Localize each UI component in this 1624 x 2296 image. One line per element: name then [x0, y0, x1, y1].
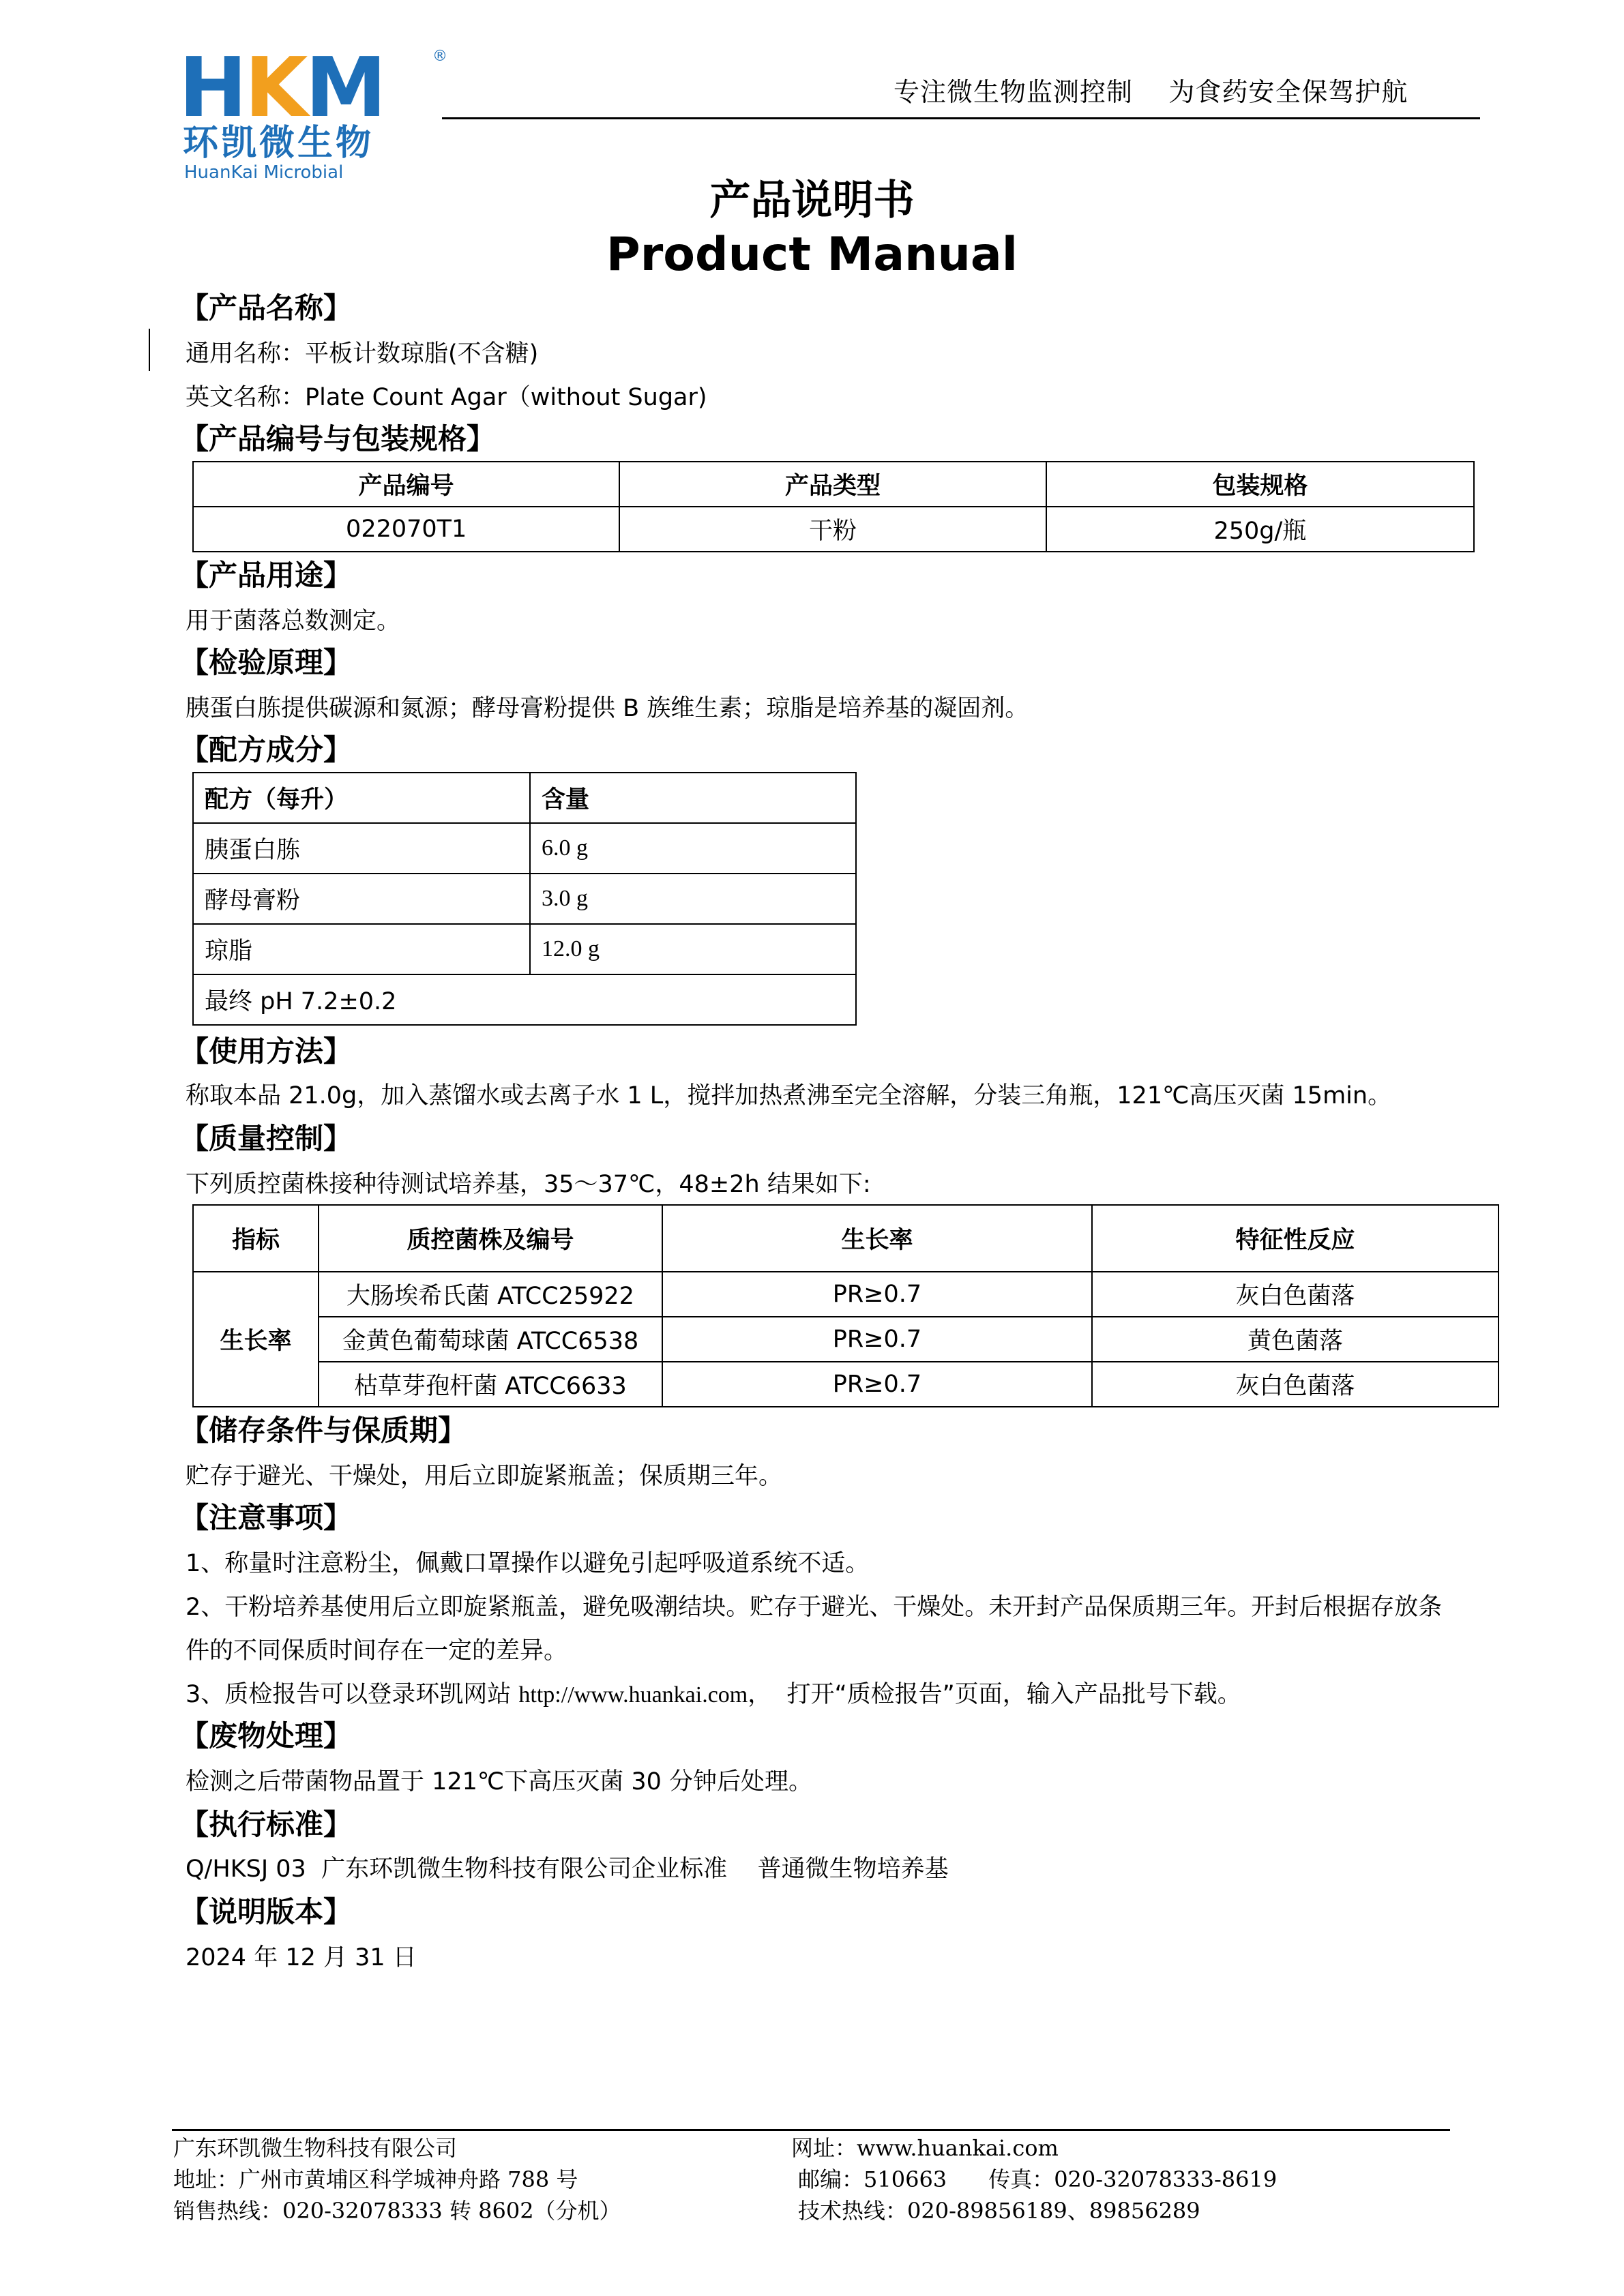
footer-address: 地址：广州市黄埔区科学城神舟路 788 号 — [173, 2166, 578, 2192]
qc-strain: 大肠埃希氏菌 ATCC25922 — [319, 1272, 662, 1317]
disposal-text: 检测之后带菌物品置于 121℃下高压灭菌 30 分钟后处理。 — [186, 1768, 813, 1795]
qc-rate: PR≥0.7 — [662, 1362, 1092, 1407]
package-spec: 250g/瓶 — [1046, 507, 1474, 552]
section-heading-storage: 【储存条件与保质期】 — [180, 1414, 467, 1447]
company-logo — [179, 41, 452, 183]
note-3-text: 3、质检报告可以登录环凯网站 — [186, 1681, 519, 1708]
qc-reaction: 灰白色菌落 — [1092, 1272, 1498, 1317]
english-name: 英文名称：Plate Count Agar（without Sugar) — [186, 384, 707, 411]
standard-text: Q/HKSJ 03 广东环凯微生物科技有限公司企业标准 普通微生物培养基 — [186, 1855, 949, 1883]
qc-strain: 枯草芽孢杆菌 ATCC6633 — [319, 1362, 662, 1407]
footer-tech-hotline: 技术热线：020-89856189、89856289 — [798, 2198, 1200, 2224]
footer-rule — [172, 2129, 1450, 2131]
version-date: 2024 年 12 月 31 日 — [186, 1944, 417, 1971]
header-rule — [442, 117, 1480, 119]
qc-rate: PR≥0.7 — [662, 1317, 1092, 1362]
registered-mark: ® — [432, 48, 447, 65]
qc-reaction: 黄色菌落 — [1092, 1317, 1498, 1362]
note-2-line-1: 2、干粉培养基使用后立即旋紧瓶盖，避免吸潮结块。贮存于避光、干燥处。未开封产品保质期三年。开封后根据存放条 — [186, 1594, 1443, 1621]
logo-english-name: HuanKai Microbial — [184, 162, 344, 183]
usage-text: 用于菌落总数测定。 — [186, 608, 401, 635]
formula-header-ingredient: 配方（每升） — [193, 773, 530, 823]
section-heading-standard: 【执行标准】 — [180, 1808, 353, 1841]
section-heading-method: 【使用方法】 — [180, 1034, 353, 1068]
title-english: Product Manual — [606, 228, 1018, 282]
qc-reaction: 灰白色菌落 — [1092, 1362, 1498, 1407]
header-slogan: 专注微生物监测控制 为食药安全保驾护航 — [894, 77, 1408, 107]
formula-amount: 6.0 g — [530, 823, 856, 874]
formula-ingredient: 酵母膏粉 — [193, 874, 530, 924]
qc-header-strain: 质控菌株及编号 — [319, 1205, 662, 1272]
section-heading-disposal: 【废物处理】 — [180, 1719, 353, 1753]
note-3 — [186, 1679, 1241, 1711]
footer-website: 网址：www.huankai.com — [791, 2135, 1059, 2161]
logo-mark: HKM — [179, 41, 384, 136]
method-text: 称取本品 21.0g，加入蒸馏水或去离子水 1 L，搅拌加热煮沸至完全溶解，分装三角瓶，121℃高压灭菌 15min。 — [186, 1082, 1392, 1109]
formula-amount: 12.0 g — [530, 924, 856, 974]
qc-strain: 金黄色葡萄球菌 ATCC6538 — [319, 1317, 662, 1362]
qc-table — [192, 1204, 1499, 1407]
section-heading-name: 【产品名称】 — [180, 291, 353, 325]
section-heading-version: 【说明版本】 — [180, 1895, 353, 1928]
package-header-code: 产品编号 — [193, 462, 619, 507]
qc-header-reaction: 特征性反应 — [1092, 1205, 1498, 1272]
logo-chinese-name: 环凯微生物 — [183, 123, 374, 164]
text-cursor — [149, 329, 150, 371]
formula-ingredient: 琼脂 — [193, 924, 530, 974]
package-code: 022070T1 — [193, 507, 619, 552]
section-heading-usage: 【产品用途】 — [180, 558, 353, 592]
qc-intro: 下列质控菌株接种待测试培养基，35～37℃，48±2h 结果如下: — [186, 1171, 871, 1198]
principle-text: 胰蛋白胨提供碳源和氮源；酵母膏粉提供 B 族维生素；琼脂是培养基的凝固剂。 — [186, 695, 1029, 722]
formula-ingredient: 胰蛋白胨 — [193, 823, 530, 874]
package-header-spec: 包装规格 — [1046, 462, 1474, 507]
note-1: 1、称量时注意粉尘，佩戴口罩操作以避免引起呼吸道系统不适。 — [186, 1550, 870, 1577]
qc-header-indicator: 指标 — [193, 1205, 319, 1272]
section-heading-formula: 【配方成分】 — [180, 733, 353, 766]
qc-rate: PR≥0.7 — [662, 1272, 1092, 1317]
section-heading-principle: 【检验原理】 — [180, 646, 353, 679]
title-chinese: 产品说明书 — [709, 177, 915, 224]
table-row — [193, 1362, 1498, 1407]
generic-name: 通用名称：平板计数琼脂(不含糖) — [186, 340, 539, 368]
formula-ph: 最终 pH 7.2±0.2 — [193, 974, 856, 1025]
formula-table — [192, 772, 857, 1026]
note-2-line-2: 件的不同保质时间存在一定的差异。 — [186, 1637, 568, 1665]
package-header-type: 产品类型 — [619, 462, 1046, 507]
footer-company: 广东环凯微生物科技有限公司 — [173, 2135, 458, 2161]
website-link[interactable]: http://www.huankai.com — [518, 1682, 748, 1708]
storage-text: 贮存于避光、干燥处，用后立即旋紧瓶盖；保质期三年。 — [186, 1463, 783, 1490]
formula-header-amount: 含量 — [530, 773, 856, 823]
footer-hotline: 销售热线：020-32078333 转 8602（分机） — [173, 2198, 621, 2224]
table-row — [193, 1317, 1498, 1362]
package-table — [192, 461, 1475, 552]
section-heading-notes: 【注意事项】 — [180, 1501, 353, 1534]
section-heading-qc: 【质量控制】 — [180, 1122, 353, 1155]
table-row — [193, 1272, 1498, 1317]
package-type: 干粉 — [619, 507, 1046, 552]
formula-amount: 3.0 g — [530, 874, 856, 924]
section-heading-package: 【产品编号与包装规格】 — [180, 422, 496, 456]
qc-group-label: 生长率 — [193, 1272, 319, 1407]
qc-header-rate: 生长率 — [662, 1205, 1092, 1272]
note-3-text-end: ， 打开“质检报告”页面，输入产品批号下载。 — [748, 1681, 1241, 1708]
footer-postcode-fax: 邮编：510663 传真：020-32078333-8619 — [798, 2166, 1278, 2192]
